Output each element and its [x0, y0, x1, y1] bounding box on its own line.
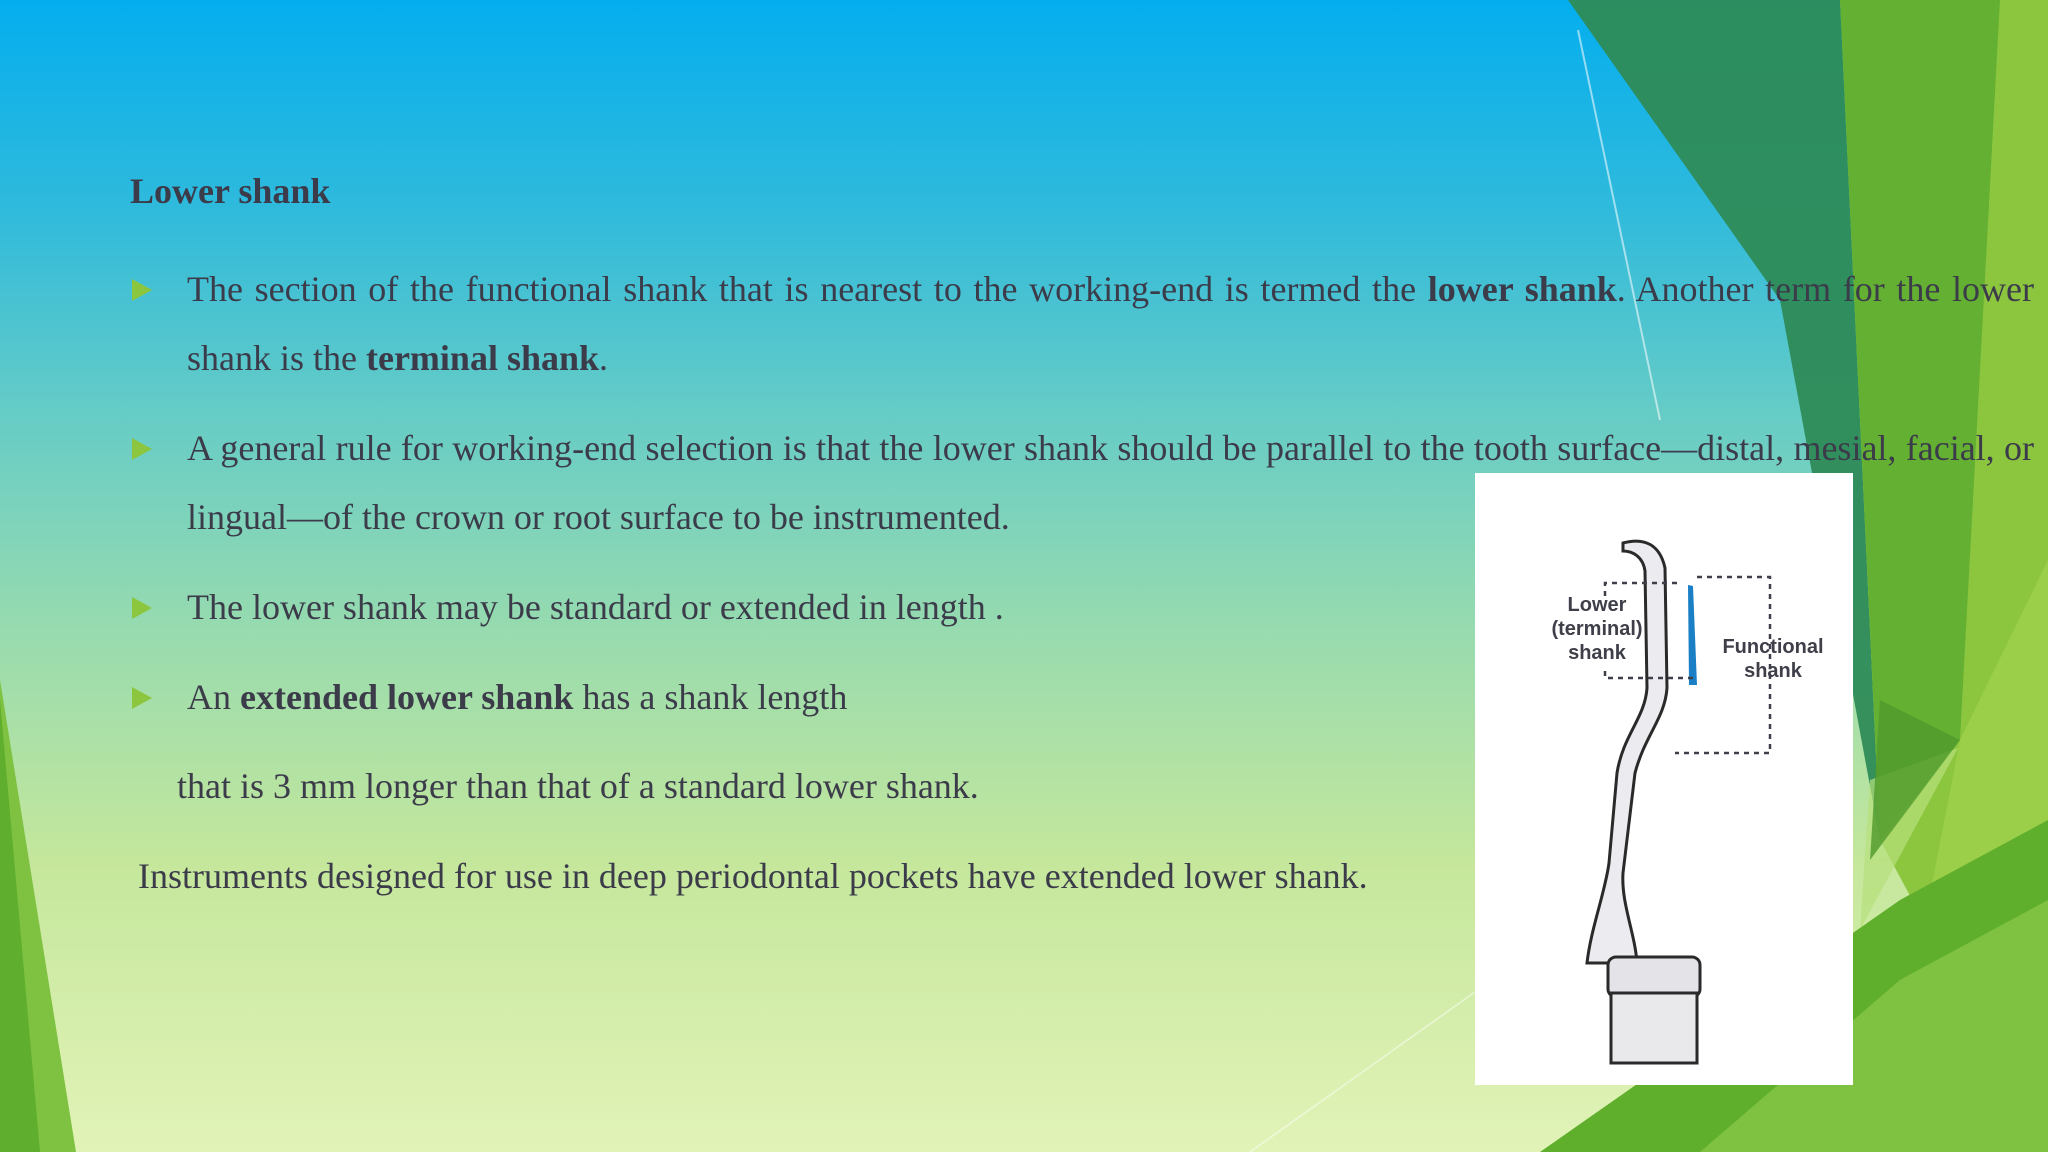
bullet-text: A general rule for working-end selection is that the lower shank should be parallel to the tooth surface—distal, mesial, facial, or lingual—of the crown or root surface to be instrumented. — [187, 428, 2034, 537]
functional-shank-label: Functional shank — [1722, 636, 1824, 682]
handle-body — [1611, 993, 1697, 1063]
bullet-arrow-icon — [132, 687, 152, 709]
slide-title: Lower shank — [130, 171, 331, 211]
closing-line: Instruments designed for use in deep periodontal pockets have extended lower shank. — [138, 856, 1368, 896]
bullet-text: . Another term for the lower shank is the — [187, 269, 2035, 378]
bold-term: terminal shank — [365, 338, 600, 378]
bullet-text: has a shank length — [573, 677, 848, 717]
curette-illustration — [1475, 473, 1853, 1085]
lower-shank-highlight — [1688, 585, 1697, 685]
continuation-line: that is 3 mm longer than that of a standard lower shank. — [177, 766, 979, 806]
bullet-text: The section of the functional shank that is nearest to the working-end is termed the — [187, 269, 1428, 309]
lower-terminal-shank-label: Lower (terminal) shank — [1551, 594, 1643, 664]
bold-term: lower shank — [1427, 269, 1617, 309]
bullet-text: The lower shank may be standard or extended in length . — [187, 587, 1004, 627]
bullet-text: An — [187, 677, 240, 717]
bullet-arrow-icon — [132, 279, 152, 301]
bullet-arrow-icon — [132, 438, 152, 460]
handle-collar — [1608, 957, 1700, 997]
shank-diagram — [1475, 473, 1853, 1085]
bullet-arrow-icon — [132, 597, 152, 619]
bold-term: extended lower shank — [240, 677, 574, 717]
bullet-item-1 — [130, 255, 2034, 393]
bullet-text: . — [599, 338, 609, 378]
